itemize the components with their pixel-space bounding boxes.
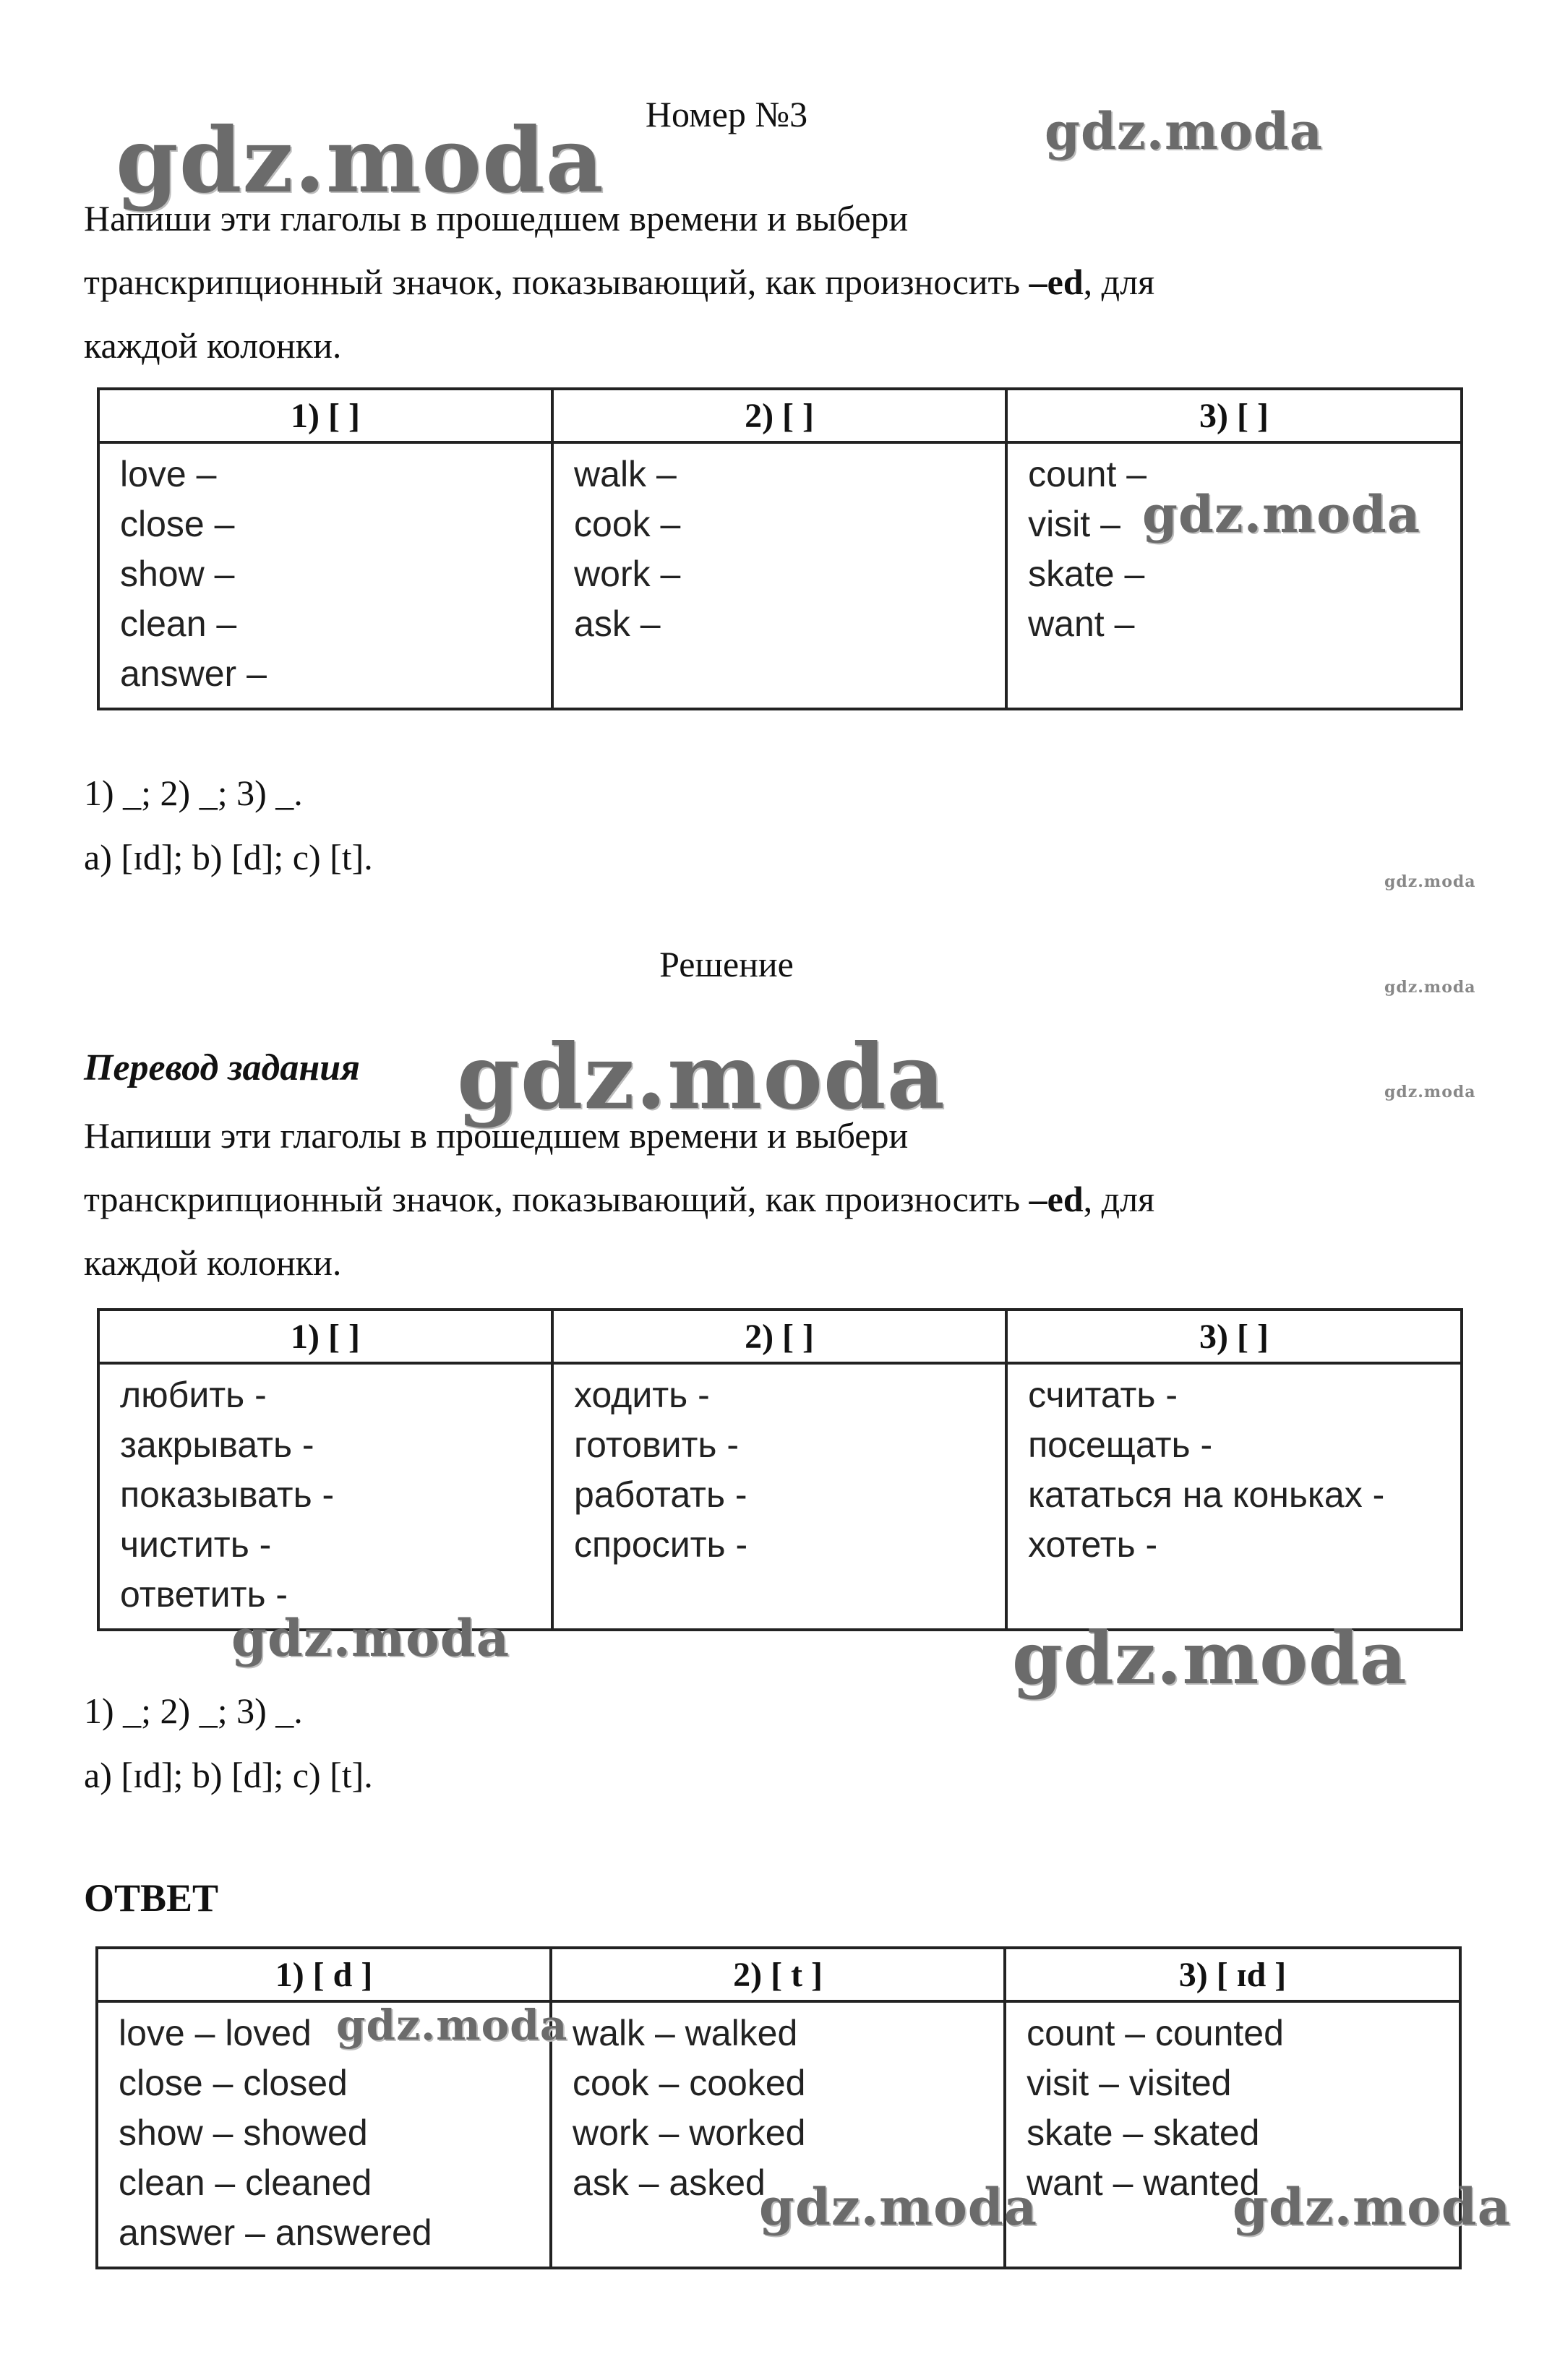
verb-item: чистить - [120,1524,272,1565]
table-cell [552,1363,1006,1630]
verb-answer: skate – skated [1027,2113,1260,2153]
column-header: 1) [ d ] [97,1948,551,2001]
verb-item: любить - [120,1375,267,1415]
translated-instruction [84,1104,1457,1294]
translated-verb-table [97,1308,1463,1631]
watermark: gdz.moda [231,1608,510,1668]
table-cell [98,442,552,709]
verb-item: показывать - [120,1474,335,1515]
choices-line: 1) _; 2) _; 3) _. [84,1691,303,1731]
verb-item: считать - [1028,1375,1178,1415]
verb-answer: work – worked [573,2113,806,2153]
watermark: gdz.moda [116,108,604,213]
instruction-line: каждой колонки. [84,325,342,366]
watermark: gdz.moda [1045,101,1324,161]
verb-answer: close – closed [119,2063,348,2103]
instruction-line: каждой колонки. [84,1242,342,1283]
instruction-line: транскрипционный значок, показывающий, как произносить –ed, для [84,1179,1155,1219]
table-cell [1006,442,1462,709]
solution-title: Решение [659,944,794,984]
watermark: gdz.moda [1384,1083,1476,1101]
verb-answer: visit – visited [1027,2063,1232,2103]
verb-item: хотеть - [1028,1524,1158,1565]
verb-item: clean – [120,603,237,644]
instruction-line: Напиши эти глаголы в прошедшем времени и выбери [84,1115,909,1156]
watermark: gdz.moda [1142,484,1421,544]
verb-item: show – [120,554,235,594]
column-header: 3) [ ] [1006,389,1462,442]
verb-item: close – [120,504,235,544]
table-cell [1006,1363,1462,1630]
task-title: Номер №3 [645,94,808,134]
verb-item: love – [120,454,217,494]
table-cell [98,1363,552,1630]
verb-item: закрывать - [120,1425,314,1465]
verb-item: ask – [574,603,661,644]
watermark: gdz.moda [1384,978,1476,997]
verb-answer: answer – answered [119,2212,432,2253]
watermark: gdz.moda [336,2001,568,2050]
verb-answer: clean – cleaned [119,2162,372,2203]
verb-item: want – [1028,603,1135,644]
verb-item: count – [1028,454,1147,494]
column-header: 3) [ ] [1006,1310,1462,1363]
column-header: 1) [ ] [98,389,552,442]
verb-answer: want – wanted [1027,2162,1260,2203]
verb-item: skate – [1028,554,1145,594]
answer-heading: ОТВЕТ [84,1876,219,1920]
ed-suffix: –ed [1029,262,1084,302]
verb-item: посещать - [1028,1425,1213,1465]
watermark: gdz.moda [1233,2177,1512,2237]
table-cell [552,442,1006,709]
verb-item: walk – [574,454,677,494]
watermark: gdz.moda [759,2177,1038,2237]
options-line: a) [ɪd]; b) [d]; c) [t]. [84,1755,373,1795]
verb-answer: cook – cooked [573,2063,806,2103]
column-header: 2) [ t ] [551,1948,1005,2001]
column-header: 1) [ ] [98,1310,552,1363]
verb-answer: show – showed [119,2113,368,2153]
choices-line: 1) _; 2) _; 3) _. [84,773,303,813]
verb-item: ходить - [574,1375,710,1415]
column-header: 3) [ ɪd ] [1005,1948,1460,2001]
watermark: gdz.moda [1012,1615,1407,1701]
verb-item: кататься на коньках - [1028,1474,1385,1515]
verb-item: работать - [574,1474,747,1515]
verb-answer: love – loved [119,2013,312,2053]
column-header: 2) [ ] [552,389,1006,442]
verb-item: спросить - [574,1524,748,1565]
instruction-line: Напиши эти глаголы в прошедшем времени и выбери [84,198,909,239]
instruction-line: транскрипционный значок, показывающий, как произносить –ed, для [84,262,1155,302]
ed-suffix: –ed [1029,1179,1084,1219]
verb-item: answer – [120,653,267,694]
watermark: gdz.moda [1384,872,1476,891]
translation-heading: Перевод задания [84,1047,360,1088]
watermark: gdz.moda [457,1025,946,1130]
task-verb-table [97,387,1463,710]
verb-answer: ask – asked [573,2162,766,2203]
verb-item: готовить - [574,1425,740,1465]
verb-item: cook – [574,504,681,544]
task-instruction [84,186,1457,377]
options-line: a) [ɪd]; b) [d]; c) [t]. [84,837,373,877]
verb-answer: walk – walked [573,2013,798,2053]
verb-item: visit – [1028,504,1120,544]
verb-answer: count – counted [1027,2013,1284,2053]
verb-item: work – [574,554,681,594]
column-header: 2) [ ] [552,1310,1006,1363]
verb-item: ответить - [120,1574,288,1615]
